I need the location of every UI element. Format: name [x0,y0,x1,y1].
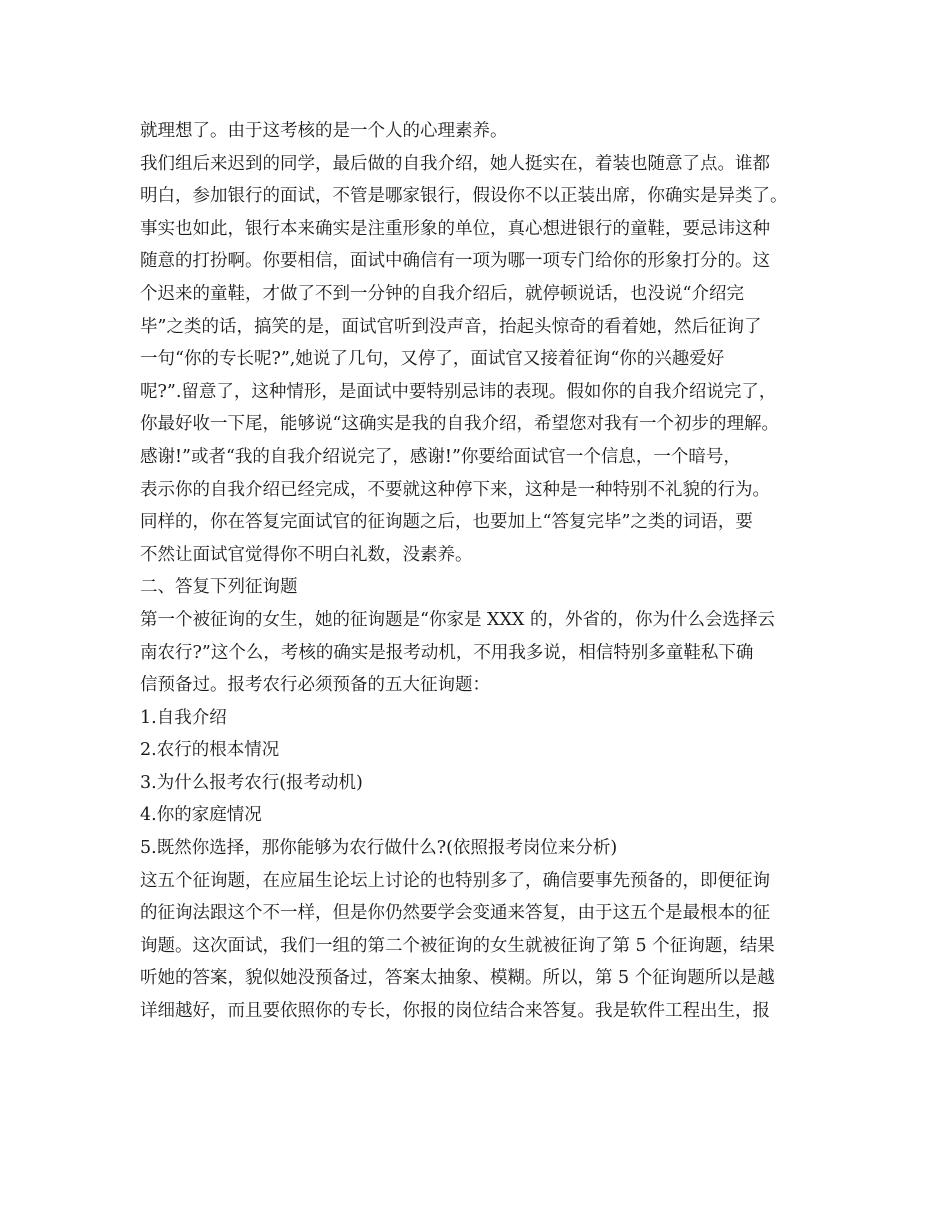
text-line: 感谢!”或者“我的自我介绍说完了，感谢!”你要给面试官一个信息，一个暗号， [140,446,741,467]
list-item: 4.你的家庭情况 [140,805,262,826]
text-line: 详细越好，而且要依照你的专长，你报的岗位结合来答复。我是软件工程出生，报 [140,1001,770,1022]
list-item: 2.农行的根本情况 [140,740,280,761]
text-line: 就理想了。由于这考核的是一个人的心理素养。 [140,121,508,141]
text-line: 表示你的自我介绍已经完成，不要就这种停下来，这种是一种特别不礼貌的行为。 [140,479,770,500]
text-line: 个迟来的童鞋，才做了不到一分钟的自我介绍后，就停顿说话，也没说“介绍完 [140,283,744,304]
text-line: 一句“你的专长呢?”,她说了几句，又停了，面试官又接着征询“你的兴趣爱好 [140,349,725,370]
text-line: 第一个被征询的女生，她的征询题是“你家是 XXX 的，外省的，你为什么会选择云 [140,609,775,630]
list-item: 1.自我介绍 [140,707,227,728]
text-line: 这五个征询题，在应届生论坛上讨论的也特别多了，确信要事先预备的，即便征询 [140,870,770,891]
text-line: 毕”之类的话，搞笑的是，面试官听到没声音，抬起头惊奇的看着她，然后征询了 [140,316,762,337]
section-heading: 二、答复下列征询题 [140,577,298,598]
text-line: 明白，参加银行的面试，不管是哪家银行，假设你不以正装出席，你确实是异类了。 [140,186,788,207]
text-line: 的征询法跟这个不一样，但是你仍然要学会变通来答复，由于这五个是最根本的征 [140,903,770,924]
text-line: 信预备过。报考农行必须预备的五大征询题： [140,675,490,696]
text-line: 听她的答案，貌似她没预备过，答案太抽象、模糊。所以，第 5 个征询题所以是越 [140,968,775,989]
text-line: 南农行?”这个么，考核的确实是报考动机，不用我多说，相信特别多童鞋私下确 [140,642,754,663]
text-line: 随意的打扮啊。你要相信，面试中确信有一项为哪一项专门给你的形象打分的。这 [140,251,770,272]
document-body [140,115,840,1028]
text-line: 同样的，你在答复完面试官的征询题之后，也要加上“答复完毕”之类的词语，要 [140,512,753,533]
text-line: 你最好收一下尾，能够说“这确实是我的自我介绍，希望您对我有一个初步的理解。 [140,414,779,435]
list-item: 5.既然你选择，那你能够为农行做什么?(依照报考岗位来分析) [140,838,618,859]
text-line: 我们组后来迟到的同学，最后做的自我介绍，她人挺实在，着装也随意了点。谁都 [140,153,770,174]
text-line: 呢?”.留意了，这种情形，是面试中要特别忌讳的表现。假如你的自我介绍说完了， [140,381,777,402]
text-line: 询题。这次面试，我们一组的第二个被征询的女生就被征询了第 5 个征询题，结果 [140,935,775,956]
list-item: 3.为什么报考农行(报考动机) [140,772,363,793]
text-line: 事实也如此，银行本来确实是注重形象的单位，真心想进银行的童鞋，要忌讳这种 [140,218,770,239]
text-line: 不然让面试官觉得你不明白礼数，没素养。 [140,544,473,565]
